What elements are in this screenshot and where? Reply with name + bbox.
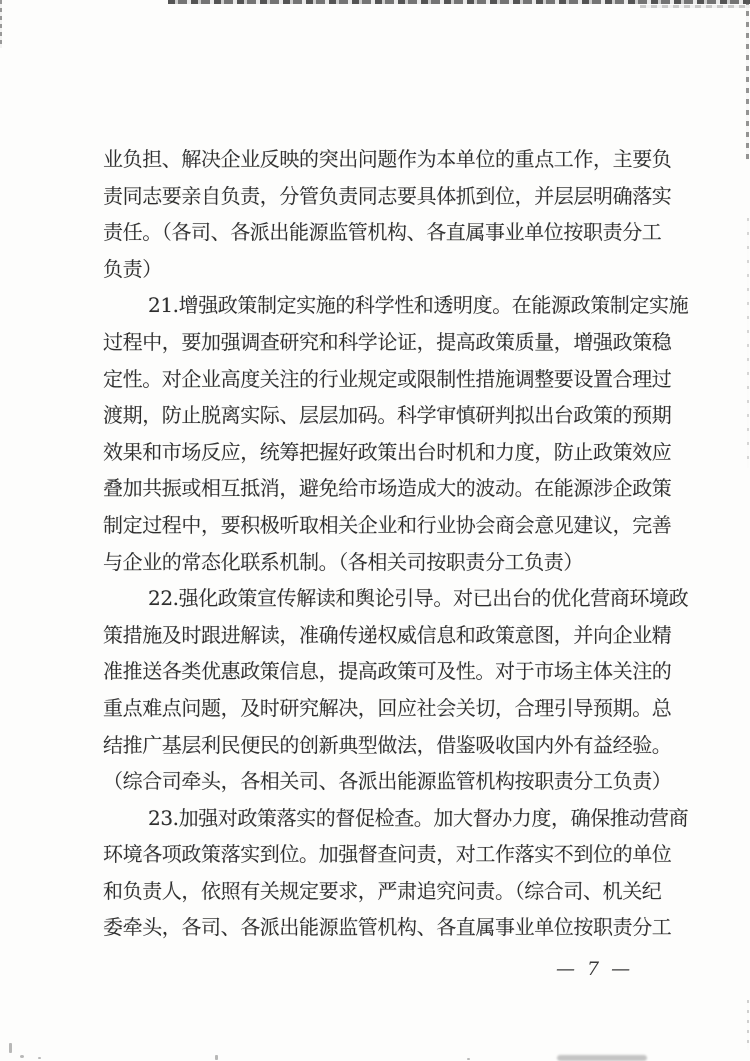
text-line: （综合司牵头，各相关司、各派出能源监管机构按职责分工负责） [103, 769, 672, 794]
text-line: 结推广基层利民便民的创新典型做法，借鉴吸收国内外有益经验。 [103, 732, 672, 757]
text-line: 渡期，防止脱离实际、层层加码。科学审慎研判拟出台政策的预期 [103, 403, 672, 428]
text-line: 责同志要亲自负责，分管负责同志要具体抓到位，并层层明确落实 [103, 183, 672, 208]
scan-artifact-left-edge [0, 0, 2, 48]
text-line: 负责） [103, 256, 162, 281]
text-line: 策措施及时跟进解读，准确传递权威信息和政策意图，并向企业精 [103, 622, 672, 647]
text-line: 业负担、解决企业反映的突出问题作为本单位的重点工作，主要负 [103, 147, 672, 171]
scan-artifact-bottom-smudge [557, 1055, 647, 1061]
scan-artifact-right-edge-bottom [747, 1000, 749, 1050]
scan-artifact-right-edge-mid [747, 218, 749, 468]
scan-artifact-right-edge-top [746, 0, 749, 160]
text-line: 制定过程中，要积极听取相关企业和行业协会商会意见建议，完善 [103, 512, 672, 537]
text-line: 21.增强政策制定实施的科学性和透明度。在能源政策制定实施 [148, 293, 689, 318]
text-line: 委牵头，各司、各派出能源监管机构、各直属事业单位按职责分工 [103, 915, 672, 940]
scan-artifact-speck [38, 1057, 41, 1059]
text-line: 与企业的常态化联系机制。（各相关司按职责分工负责） [103, 549, 583, 574]
text-line: 效果和市场反应，统筹把握好政策出台时机和力度，防止政策效应 [103, 439, 672, 464]
text-line: 23.加强对政策落实的督促检查。加大督办力度，确保推动营商 [148, 805, 689, 830]
scan-artifact-speck [215, 1055, 218, 1060]
text-line: 准推送各类优惠政策信息，提高政策可及性。对于市场主体关注的 [103, 659, 672, 684]
scan-artifact-top-line [168, 0, 750, 4]
document-body [103, 141, 689, 946]
scan-artifact-speck [9, 1043, 12, 1053]
scan-artifact-speck [467, 1058, 470, 1060]
text-line: 责任。（各司、各派出能源监管机构、各直属事业单位按职责分工 [103, 220, 662, 245]
text-line: 过程中，要加强调查研究和科学论证，提高政策质量，增强政策稳 [103, 329, 672, 354]
text-line: 和负责人，依照有关规定要求，严肃追究问责。（综合司、机关纪 [103, 878, 662, 903]
scan-artifact-top-line-secondary [640, 5, 750, 8]
page-number: — 7 — [556, 958, 634, 980]
text-line: 叠加共振或相互抵消，避免给市场造成大的波动。在能源涉企政策 [103, 476, 672, 501]
text-line: 重点难点问题，及时研究解决，回应社会关切，合理引导预期。总 [103, 695, 672, 720]
text-line: 22.强化政策宣传解读和舆论引导。对已出台的优化营商环境政 [148, 586, 689, 611]
text-line: 环境各项政策落实到位。加强督查问责，对工作落实不到位的单位 [103, 842, 672, 867]
scan-artifact-speck [20, 1055, 24, 1058]
text-line: 定性。对企业高度关注的行业规定或限制性措施调整要设置合理过 [103, 366, 672, 391]
